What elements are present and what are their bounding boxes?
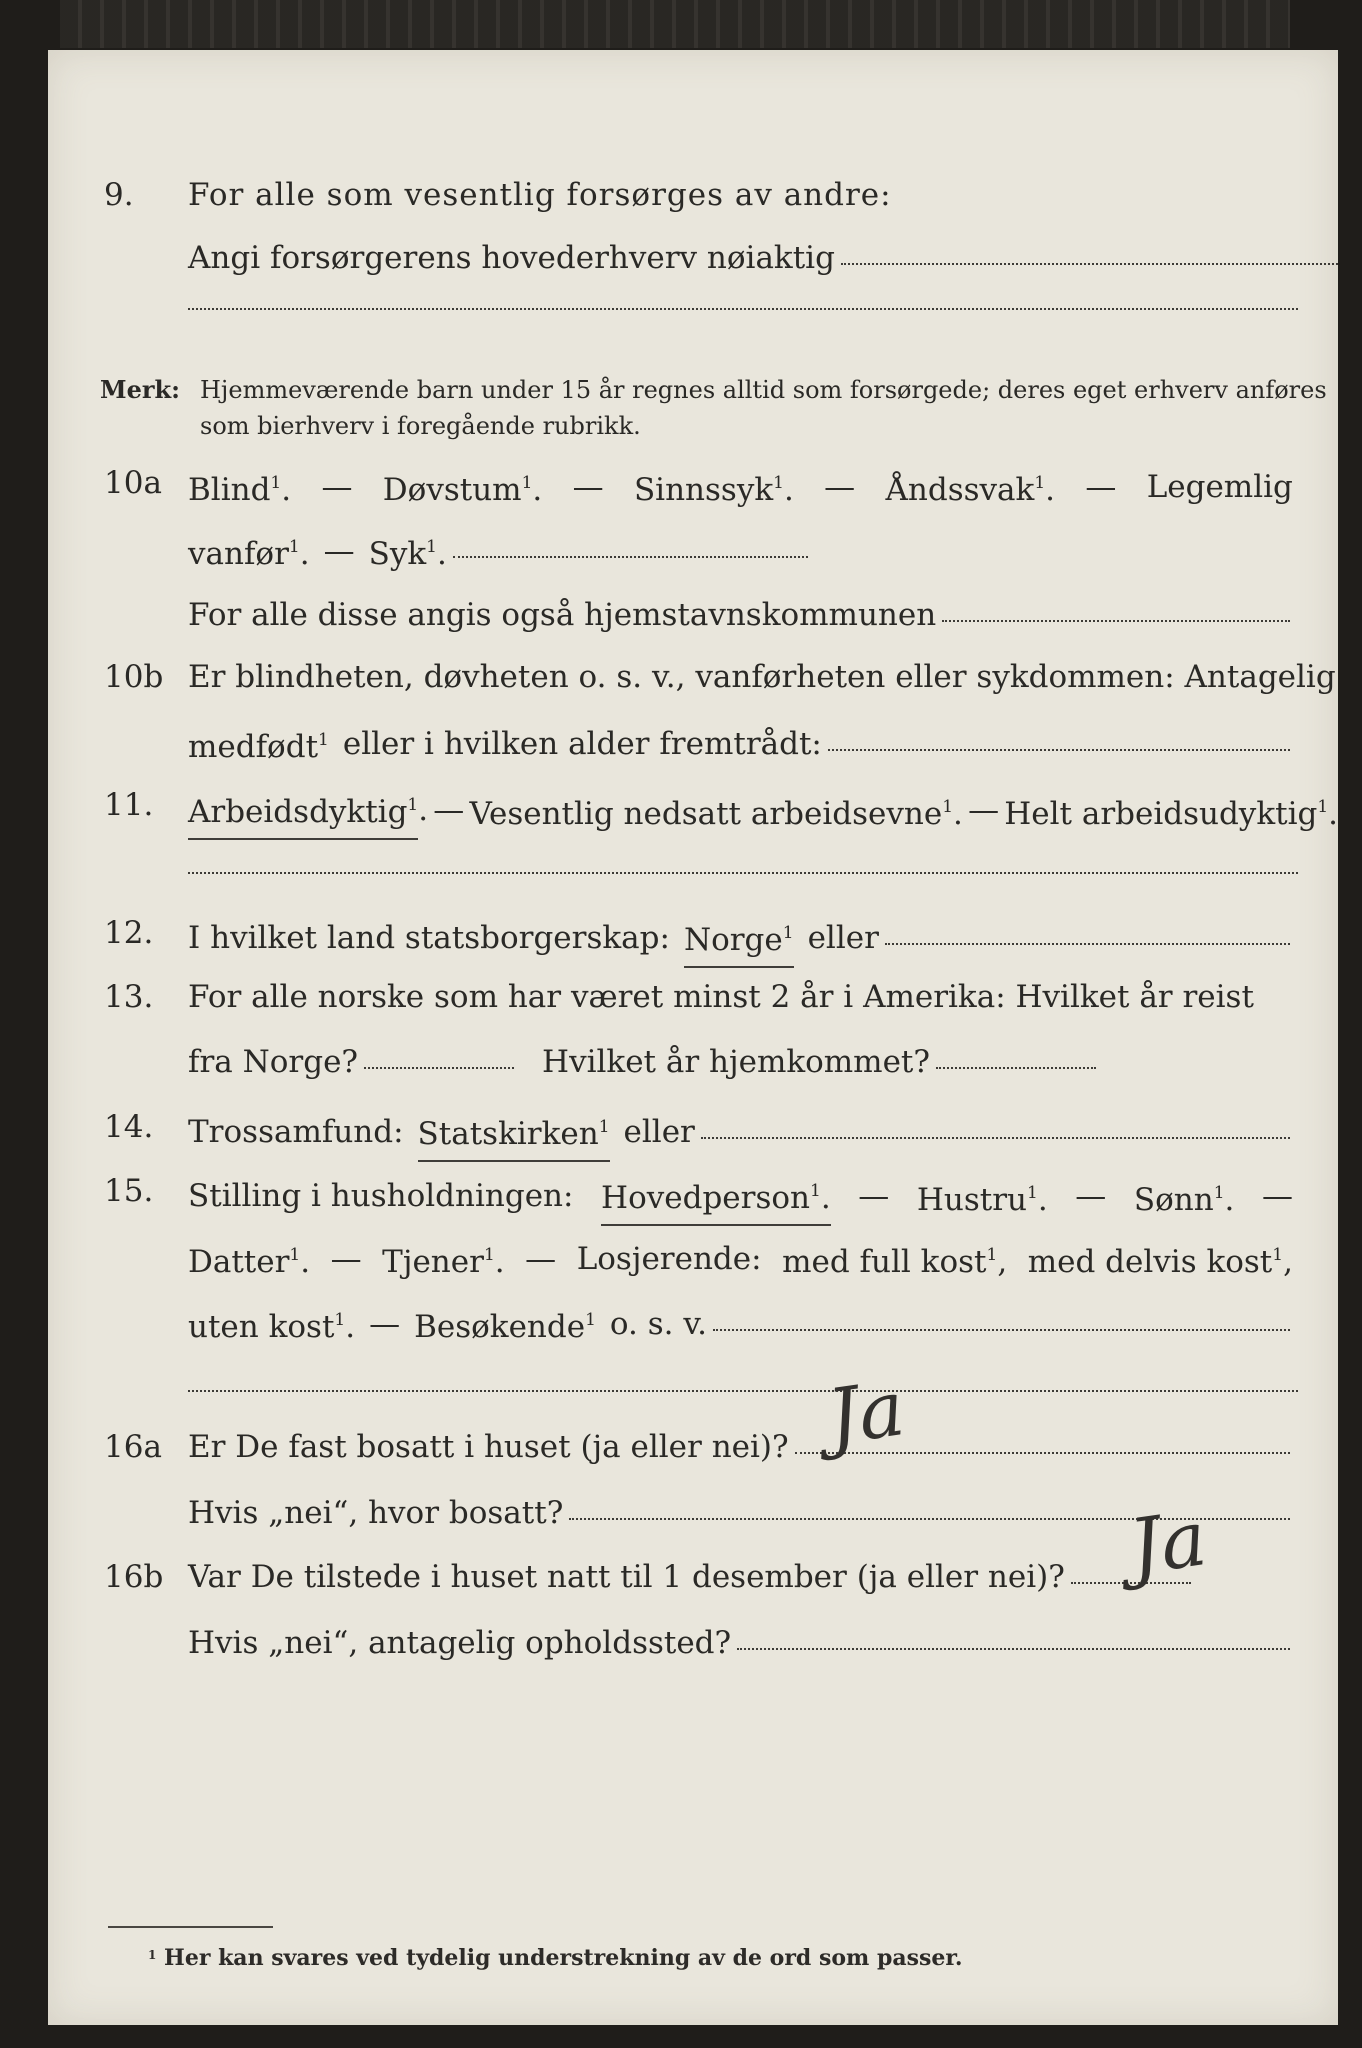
note-label: Merk: <box>100 375 180 404</box>
footnote-rule <box>108 1926 273 1928</box>
question-text: Er De fast bosatt i huset (ja eller nei)? <box>188 1429 789 1465</box>
question-number: 14. <box>104 1109 154 1145</box>
dash: — <box>1075 1178 1107 1214</box>
question-11-line-1: 11. Arbeidsdyktig$^1$ . — Vesentlig nedsatt arbeidsevne$^1$. — Helt arbeidsudyktig$^1$. <box>48 780 1338 830</box>
answer-line-extra[interactable] <box>188 1390 1298 1392</box>
option-sinnssyk[interactable]: Sinnssyk$^1$. <box>633 472 794 508</box>
footnote <box>148 1945 963 1971</box>
option-arbeidsudyktig[interactable]: Helt arbeidsudyktig$^1$. <box>1004 795 1339 832</box>
option-datter[interactable]: Datter$^1$. <box>188 1244 311 1280</box>
question-number: 16b <box>104 1559 164 1595</box>
option-nedsatt-arbeidsevne[interactable]: Vesentlig nedsatt arbeidsevne$^1$. <box>469 795 963 832</box>
answer-line[interactable] <box>942 620 1290 622</box>
question-text: Er blindheten, døvheten o. s. v., vanførheten eller sykdommen: Antagelig <box>188 659 1336 695</box>
option-norge[interactable]: Norge$^1$ <box>684 908 794 968</box>
question-text: Var De tilstede i huset natt til 1 desember (ja eller nei)? <box>188 1559 1065 1595</box>
option-sonn[interactable]: Sønn$^1$. <box>1133 1181 1235 1218</box>
option-hovedperson[interactable]: Hovedperson$^1$. <box>601 1166 831 1226</box>
census-form-page <box>48 50 1338 2025</box>
option-hustru[interactable]: Hustru$^1$. <box>916 1181 1048 1218</box>
option-blind[interactable]: Blind$^1$. <box>188 472 292 508</box>
dash: — <box>824 468 856 505</box>
question-10a-line-1 <box>48 458 1338 508</box>
dash: — <box>369 1305 401 1342</box>
question-text: For alle som vesentlig forsørges av andre: <box>188 177 892 213</box>
dash: — <box>1261 1178 1293 1214</box>
question-text: Angi forsørgerens hovederhverv nøiaktig <box>188 240 835 276</box>
question-text: fra Norge? <box>188 1044 359 1080</box>
question-text: Trossamfund: <box>188 1114 404 1150</box>
option-dovstum[interactable]: Døvstum$^1$. <box>382 472 543 508</box>
answer-line[interactable] <box>828 749 1290 751</box>
handwritten-answer-16b: Ja <box>1124 1493 1212 1592</box>
answer-line[interactable] <box>713 1329 1290 1331</box>
question-number: 11. <box>104 787 154 823</box>
dash: — <box>1085 468 1117 505</box>
question-text: Stilling i husholdningen: <box>188 1178 574 1214</box>
question-10b-line-1 <box>48 652 1338 702</box>
option-tjener[interactable]: Tjener$^1$. <box>382 1244 505 1280</box>
dash: — <box>525 1240 557 1277</box>
question-13-line-1 <box>48 972 1338 1022</box>
question-number: 12. <box>104 915 154 951</box>
question-number: 15. <box>104 1173 154 1209</box>
answer-line-extra[interactable] <box>188 308 1298 310</box>
scan-top-edge <box>60 0 1290 48</box>
option-full-kost[interactable]: med full kost$^1$, <box>782 1244 1008 1280</box>
dash: — <box>330 1240 362 1277</box>
question-text: I hvilket land statsborgerskap: <box>188 920 670 956</box>
answer-line-hjemkommet[interactable] <box>936 1067 1096 1069</box>
question-15-line-3 <box>48 1295 1338 1345</box>
question-12 <box>48 908 1338 958</box>
option-besokende[interactable]: Besøkende$^1$ <box>414 1309 596 1345</box>
question-13-line-2 <box>48 1037 1338 1087</box>
question-10a-line-3 <box>48 590 1338 640</box>
handwritten-answer-16a: Ja <box>822 1363 910 1462</box>
dash: — <box>572 468 604 505</box>
footnote-text: Her kan svares ved tydelig understrekning av de ord som passer. <box>164 1945 963 1971</box>
question-number: 10a <box>104 465 162 501</box>
option-eller: eller <box>623 1114 695 1150</box>
answer-line-reist[interactable] <box>364 1067 514 1069</box>
question-number: 9. <box>104 177 134 213</box>
dash: — <box>968 792 1000 828</box>
dash: — <box>323 532 355 569</box>
option-medfodt[interactable]: medfødt$^1$ <box>188 729 329 765</box>
question-9-line-1 <box>48 170 1338 220</box>
question-9-line-2 <box>48 233 1338 283</box>
question-15-line-2 <box>48 1230 1338 1280</box>
footnote-mark: 1 <box>148 1948 157 1962</box>
option-andssvak[interactable]: Åndssvak$^1$. <box>885 472 1055 508</box>
question-text: For alle norske som har været minst 2 år i Amerika: Hvilket år reist <box>188 979 1254 1015</box>
question-10a-line-2 <box>48 522 1338 572</box>
question-number: 16a <box>104 1429 162 1465</box>
option-osv: o. s. v. <box>609 1305 708 1342</box>
question-number: 13. <box>104 979 154 1015</box>
dash: — <box>858 1178 890 1214</box>
answer-line[interactable] <box>885 943 1290 945</box>
question-text: For alle disse angis også hjemstavnskommunen <box>188 597 937 633</box>
option-statskirken[interactable]: Statskirken$^1$ <box>418 1102 610 1162</box>
option-vanfor[interactable]: vanfør$^1$. <box>188 536 310 572</box>
question-16b-line-2 <box>48 1618 1338 1668</box>
question-16a-line-1 <box>48 1422 1338 1472</box>
option-eller: eller <box>807 920 879 956</box>
question-15-line-1 <box>48 1166 1338 1216</box>
dash: — <box>433 792 465 828</box>
question-text: Hvis „nei“, hvor bosatt? <box>188 1495 564 1531</box>
answer-line[interactable] <box>701 1137 1290 1139</box>
question-text: Hvilket år hjemkommet? <box>542 1044 931 1080</box>
question-text: Hvis „nei“, antagelig opholdssted? <box>188 1625 732 1661</box>
dash: — <box>321 468 353 505</box>
question-10b-line-2 <box>48 715 1338 765</box>
option-losjerende: Losjerende: <box>576 1240 762 1277</box>
answer-line[interactable] <box>453 556 808 558</box>
option-delvis-kost[interactable]: med delvis kost$^1$, <box>1027 1244 1293 1280</box>
answer-line-extra[interactable] <box>188 872 1298 874</box>
question-text: eller i hvilken alder fremtrådt: <box>342 725 822 762</box>
note-text: Hjemmeværende barn under 15 år regnes alltid som forsørgede; deres eget erhverv anføres som bierhverv i foregående rubrikk. <box>200 376 1327 440</box>
option-syk[interactable]: Syk$^1$. <box>368 536 447 572</box>
option-arbeidsdyktig[interactable]: Arbeidsdyktig$^1$ <box>188 780 418 840</box>
option-uten-kost[interactable]: uten kost$^1$. <box>188 1309 356 1345</box>
option-legemlig[interactable]: Legemlig <box>1146 468 1293 505</box>
answer-line[interactable] <box>737 1648 1290 1650</box>
question-14 <box>48 1102 1338 1152</box>
question-number: 10b <box>104 659 164 695</box>
answer-line[interactable] <box>841 263 1338 265</box>
